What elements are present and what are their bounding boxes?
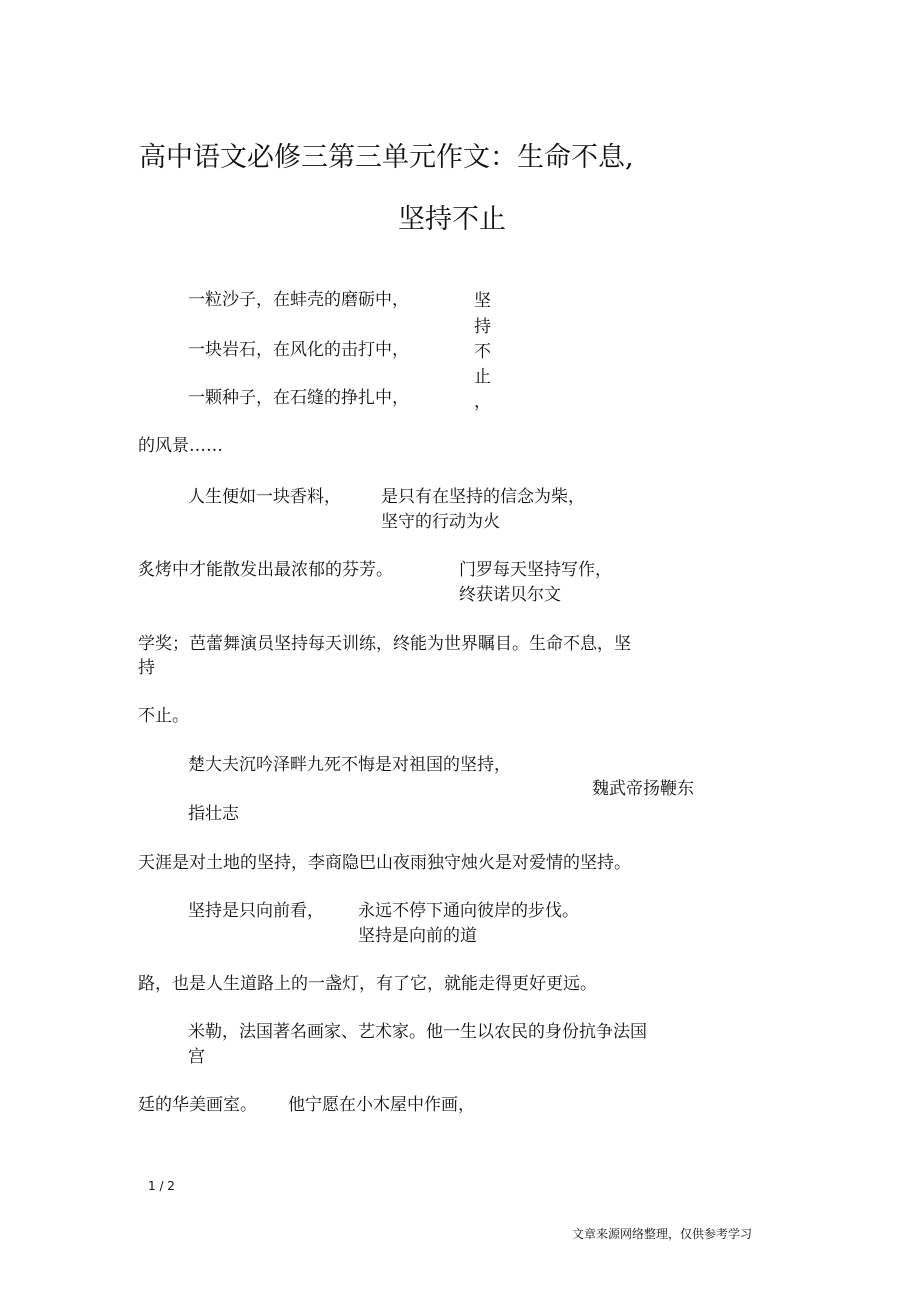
paragraph-line: 坚持是向前的道 [358, 926, 477, 946]
side-char: ， [474, 392, 491, 412]
paragraph-line: 学奖；芭蕾舞演员坚持每天训练，终能为世界瞩目。生命不息，坚 [138, 634, 631, 654]
paragraph-line: 指壮志 [188, 804, 239, 824]
paragraph-line: 不止。 [138, 706, 189, 726]
paragraph-line: 米勒，法国著名画家、艺术家。他一生以农民的身份抗争法国 [188, 1022, 647, 1042]
paragraph-line: 持 [138, 658, 155, 678]
side-char: 止 [474, 367, 491, 387]
paragraph-line: 一粒沙子，在蚌壳的磨砺中， [188, 290, 409, 310]
document-title-line1: 高中语文必修三第三单元作文：生命不息, [139, 142, 634, 173]
paragraph-line: 坚守的行动为火 [381, 512, 500, 532]
paragraph-line: 门罗每天坚持写作， [459, 560, 612, 580]
paragraph-line: 终获诺贝尔文 [459, 585, 561, 605]
paragraph-line: 路，也是人生道路上的一盏灯，有了它，就能走得更好更远。 [138, 974, 597, 994]
footer-note: 文章来源网络整理，仅供参考学习 [572, 1227, 753, 1241]
paragraph-line: 是只有在坚持的信念为柴， [381, 487, 585, 507]
page-number: 1 / 2 [148, 1179, 175, 1193]
paragraph-line: 天涯是对土地的坚持，李商隐巴山夜雨独守烛火是对爱情的坚持。 [138, 853, 631, 873]
paragraph-line: 楚大夫沉吟泽畔九死不悔是对祖国的坚持， [188, 755, 511, 775]
paragraph-line: 一块岩石，在风化的击打中， [188, 340, 409, 360]
paragraph-line: 坚持是只向前看， [188, 901, 324, 921]
paragraph-line: 他宁愿在小木屋中作画， [288, 1095, 475, 1115]
paragraph-line: 永远不停下通向彼岸的步伐。 [358, 901, 579, 921]
paragraph-line: 人生便如一块香料， [188, 487, 341, 507]
paragraph-line: 炙烤中才能散发出最浓郁的芬芳。 [138, 560, 393, 580]
paragraph-line: 宫 [188, 1047, 205, 1067]
document-title-line2: 坚持不止 [398, 204, 506, 235]
side-char: 坚 [474, 291, 491, 311]
paragraph-line: 的风景…… [138, 436, 223, 456]
side-char: 不 [474, 342, 491, 362]
side-char: 持 [474, 317, 491, 337]
paragraph-line: 廷的华美画室。 [138, 1095, 257, 1115]
paragraph-line: 魏武帝扬鞭东 [592, 779, 694, 799]
paragraph-line: 一颗种子，在石缝的挣扎中， [188, 388, 409, 408]
